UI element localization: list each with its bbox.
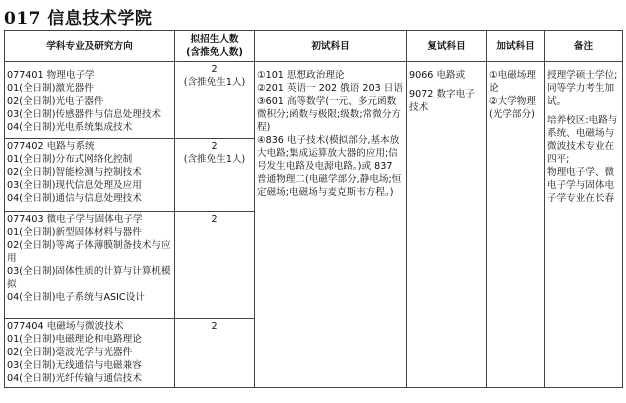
direction-item: 01(全日制)新型固体材料与器件 bbox=[7, 227, 142, 238]
admissions-table bbox=[4, 30, 623, 388]
direction-item: 01(全日制)激光器件 bbox=[7, 83, 94, 94]
initial-exam-item: ③601 高等数学(一元、多元函数微积分;函数与极限;级数;常微分方程) bbox=[257, 96, 402, 133]
header-count-line2: (含推免人数) bbox=[186, 47, 243, 58]
retest-cell bbox=[407, 62, 487, 388]
initial-exam-item: ④836 电子技术(模拟部分,基本放大电路;集成运算放大器的应用;信号发生电路及电源电路。)或 837 普通物理二(电磁学部分,静电场;恒定磁场;电磁场与麦克斯韦方程。) bbox=[257, 135, 402, 198]
initial-exam-cell bbox=[255, 62, 407, 388]
table-header-row bbox=[5, 31, 623, 62]
count-value: 2 bbox=[211, 321, 218, 332]
direction-item: 04(全日制)通信与信息处理技术 bbox=[7, 193, 142, 204]
header-initial-exam: 初试科目 bbox=[255, 31, 407, 62]
remark-item: 授理学硕士学位; bbox=[547, 70, 618, 81]
header-extra-exam: 加试科目 bbox=[487, 31, 545, 62]
header-retest: 复试科目 bbox=[407, 31, 487, 62]
remark-item: 物理电子学、微电子学与固体电子学专业在长春 bbox=[547, 167, 615, 204]
initial-exam-item: ①101 思想政治理论 bbox=[257, 70, 345, 81]
direction-item: 03(全日制)现代信息处理及应用 bbox=[7, 180, 142, 191]
count-note: (含推免生1人) bbox=[183, 77, 246, 88]
header-count bbox=[175, 31, 255, 62]
direction-item: 03(全日制)传感器件与信息处理技术 bbox=[7, 109, 162, 120]
initial-exam-item: ②201 英语一 202 俄语 203 日语 bbox=[257, 83, 403, 94]
direction-item: 02(全日制)光电子器件 bbox=[7, 96, 104, 107]
direction-item: 02(全日制)毫波光学与光器件 bbox=[7, 347, 133, 358]
major-title: 077403 微电子学与固体电子学 bbox=[7, 214, 143, 225]
direction-item: 01(全日制)分布式网络化控制 bbox=[7, 154, 133, 165]
count-cell bbox=[175, 319, 255, 388]
count-note: (含推免生1人) bbox=[183, 154, 246, 165]
major-title: 077401 物理电子学 bbox=[7, 70, 95, 81]
direction-item: 03(全日制)固体性质的计算与计算机模拟 bbox=[7, 266, 171, 290]
direction-item: 02(全日制)等离子体薄膜制备技术与应用 bbox=[7, 240, 171, 264]
retest-item: 9072 数字电子技术 bbox=[409, 89, 475, 113]
direction-item: 02(全日制)智能检测与控制技术 bbox=[7, 167, 142, 178]
extra-exam-item: ②大学物理(光学部分) bbox=[489, 96, 536, 120]
extra-exam-item: ①电磁场理论 bbox=[489, 70, 536, 94]
retest-item: 9066 电路或 bbox=[409, 70, 466, 81]
count-cell bbox=[175, 62, 255, 139]
major-title: 077404 电磁场与微波技术 bbox=[7, 321, 124, 332]
count-value: 2 bbox=[211, 64, 218, 75]
header-major: 学科专业及研究方向 bbox=[5, 31, 175, 62]
direction-item: 04(全日制)光电系统集成技术 bbox=[7, 122, 133, 133]
extra-exam-cell bbox=[487, 62, 545, 388]
header-remarks: 备注 bbox=[545, 31, 623, 62]
major-cell bbox=[5, 139, 175, 212]
direction-item: 03(全日制)无线通信与电磁兼容 bbox=[7, 360, 142, 371]
count-value: 2 bbox=[211, 214, 218, 225]
table-row bbox=[5, 62, 623, 139]
remarks-cell bbox=[545, 62, 623, 388]
direction-item: 01(全日制)电磁理论和电路理论 bbox=[7, 334, 142, 345]
count-cell bbox=[175, 212, 255, 319]
remark-item: 同等学力考生加试。 bbox=[547, 83, 615, 107]
direction-item: 04(全日制)光纤传输与通信技术 bbox=[7, 373, 142, 384]
major-cell bbox=[5, 212, 175, 319]
direction-item: 04(全日制)电子系统与ASIC设计 bbox=[7, 292, 145, 303]
count-value: 2 bbox=[211, 141, 218, 152]
remark-item: 培养校区:电路与系统、电磁场与微波技术专业在四平; bbox=[547, 115, 618, 165]
major-cell bbox=[5, 62, 175, 139]
page-title: 017 信息技术学院 bbox=[4, 9, 153, 29]
major-cell bbox=[5, 319, 175, 388]
count-cell bbox=[175, 139, 255, 212]
header-count-line1: 拟招生人数 bbox=[190, 34, 239, 45]
major-title: 077402 电路与系统 bbox=[7, 141, 95, 152]
